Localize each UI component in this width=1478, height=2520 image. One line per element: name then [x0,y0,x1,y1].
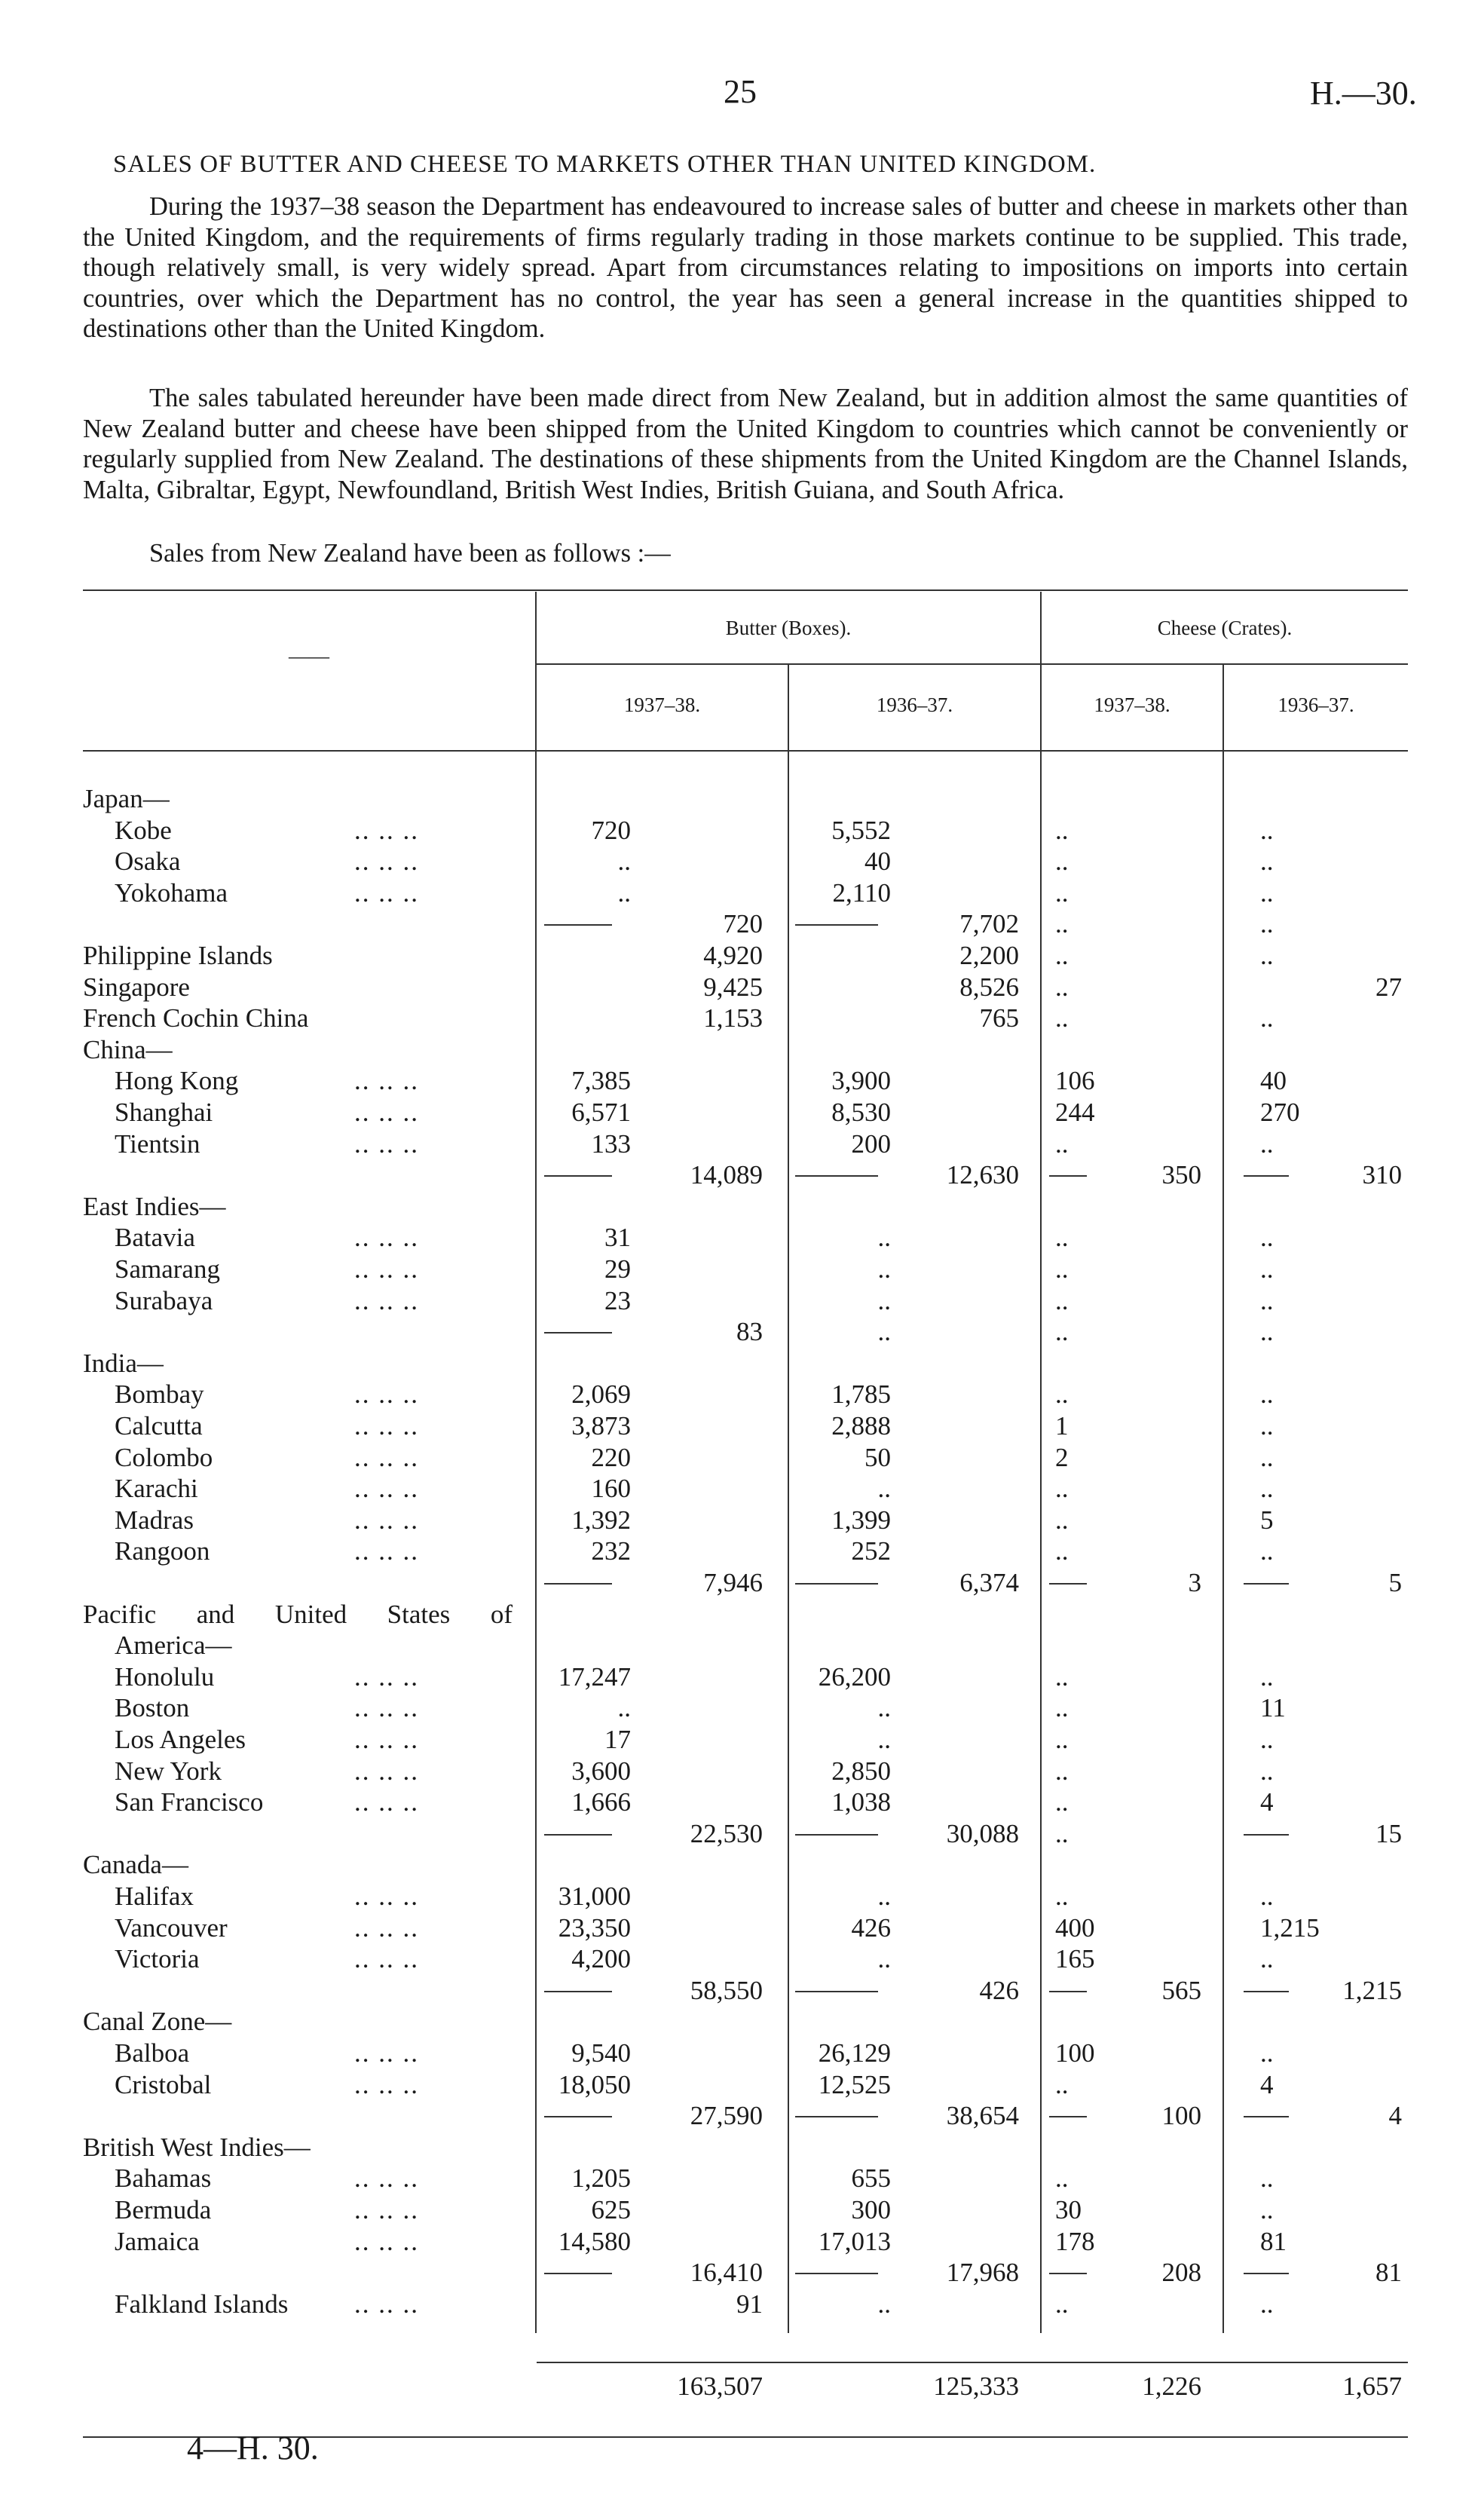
cell-c2: 270 [1260,1098,1300,1127]
subtotal-dash [1244,1175,1289,1177]
cell-c2t: 310 [1362,1160,1402,1190]
subtotal-dash [544,1834,612,1836]
row-label: Boston [115,1693,190,1723]
subtotal-dash [1244,1834,1289,1836]
subtotal-dash [544,924,612,926]
footer-reference: 4—H. 30. [187,2430,319,2466]
cell-b2: 252 [851,1536,891,1566]
row-label: Samarang [115,1254,220,1284]
leader-dots: .. .. .. [354,2195,419,2225]
subtotal-dash [1049,1583,1087,1585]
cell-c2: .. [1260,1725,1274,1754]
cell-b2: 3,900 [831,1066,891,1096]
cell-b2: 2,888 [831,1411,891,1441]
cell-c2: .. [1260,2289,1274,2319]
cell-b1: 29 [604,1254,631,1284]
cell-c1: .. [1055,1756,1069,1786]
subtotal-dash [1049,1991,1087,1992]
row-label: Calcutta [115,1411,203,1441]
row-label: India— [83,1348,164,1378]
subtotal-dash [1244,1583,1289,1585]
paragraph-1: During the 1937–38 season the Department has endeavoured to increase sales of butter and cheese in markets other than the United Kingdom, and the requirements of firms regularly trading in those markets continue to be supplied. This trade, though relatively small, is very widely spread. Apart from circumstances relating to impositions on imports into certain countries, over which the Department has no control, the year has seen a general increase in the quantities shipped to destinations other than the United Kingdom. [83,192,1408,343]
cell-b1: .. [617,877,631,908]
row-label: Hong Kong [115,1066,239,1096]
cell-b2t: 765 [979,1003,1019,1033]
cell-b1: 1,205 [571,2163,631,2194]
cell-b2: .. [877,1254,891,1284]
row-label: Shanghai [115,1098,213,1127]
cell-c2: 5 [1260,1505,1274,1535]
row-label: Bombay [115,1379,204,1410]
leader-dots: .. .. .. [354,1536,419,1566]
cell-c2: 4 [1260,1787,1274,1817]
subtotal-dash [1244,2273,1289,2274]
row-label: East Indies— [83,1191,226,1221]
cell-b2: .. [877,1944,891,1974]
row-label: Bermuda [115,2195,212,2225]
cell-b2: 200 [851,1128,891,1159]
row-label: Colombo [115,1442,213,1472]
cell-b1t: 720 [723,909,763,939]
cell-c1: .. [1055,1725,1069,1754]
paragraph-2: The sales tabulated hereunder have been made direct from New Zealand, but in addition almost the same quantities of New Zealand butter and cheese have been shipped from the United Kingdom to countries which cannot be conveniently or regularly supplied from New Zealand. The destinations of these shipments from the United Kingdom are the Channel Islands, Malta, Gibraltar, Egypt, Newfoundland, British West Indies, British Guiana, and South Africa. [83,384,1408,504]
leader-dots: .. .. .. [354,2163,419,2194]
cell-b2: .. [877,2289,891,2319]
cell-b1: 133 [591,1128,631,1159]
cell-c1: .. [1055,1818,1069,1848]
cell-b1: 232 [591,1536,631,1566]
cell-c1t: 3 [1188,1568,1201,1597]
leader-dots: .. .. .. [354,1505,419,1535]
cell-b1t: 27,590 [690,2101,763,2131]
cell-c1: .. [1055,1003,1069,1033]
cell-b2: 1,399 [831,1505,891,1535]
cell-c2: .. [1260,1128,1274,1159]
leader-dots: .. .. .. [354,1882,419,1911]
cell-b2t: 6,374 [959,1568,1019,1597]
leader-dots: .. .. .. [354,2069,419,2099]
cell-c1: .. [1055,909,1069,939]
cell-c1: .. [1055,1379,1069,1410]
cell-c1t: 565 [1161,1975,1201,2005]
cell-c2: .. [1260,1474,1274,1504]
cell-b2t: 17,968 [946,2258,1019,2288]
cell-c2: .. [1260,1254,1274,1284]
leader-dots: .. .. .. [354,1474,419,1504]
cell-c1: 165 [1055,1944,1095,1974]
cell-b1: 625 [591,2195,631,2225]
cell-b1: 1,666 [571,1787,631,1817]
cell-b2: 26,200 [818,1661,891,1692]
cell-c1: .. [1055,1223,1069,1253]
cell-b1: .. [617,1693,631,1723]
cell-c1: 106 [1055,1066,1095,1096]
leader-dots: .. .. .. [354,1379,419,1410]
cell-b1: 4,200 [571,1944,631,1974]
cell-c1t: 100 [1161,2101,1201,2131]
leader-dots: .. .. .. [354,1661,419,1692]
cell-b2t: 8,526 [959,972,1019,1002]
leader-dots: .. .. .. [354,2226,419,2256]
leader-dots: .. .. .. [354,847,419,877]
leader-dots: .. .. .. [354,1725,419,1754]
cell-b2t: 426 [979,1975,1019,2005]
row-label: Japan— [83,784,170,813]
cell-b1: .. [617,847,631,877]
leader-dots: .. .. .. [354,1787,419,1817]
cell-c1: .. [1055,1787,1069,1817]
row-label: Kobe [115,815,172,845]
cell-c2: .. [1260,1285,1274,1315]
cell-c2: .. [1260,2163,1274,2194]
cell-b1t: 14,089 [690,1160,763,1190]
leader-dots: .. .. .. [354,1944,419,1974]
cell-c2: 40 [1260,1066,1287,1096]
row-label: British West Indies— [83,2132,311,2162]
cell-b2: 426 [851,1912,891,1943]
cell-c2: .. [1260,941,1274,970]
cell-b2: .. [877,1725,891,1754]
row-label: Bahamas [115,2163,212,2194]
row-label: Vancouver [115,1912,228,1943]
cell-c1: .. [1055,1882,1069,1911]
cell-c2: .. [1260,1379,1274,1410]
leader-dots: .. .. .. [354,1098,419,1127]
subtotal-dash [795,1834,878,1836]
subtotal-dash [1244,2116,1289,2117]
cell-b1t: 22,530 [690,1818,763,1848]
cell-b1: 3,873 [571,1411,631,1441]
cell-c2: .. [1260,877,1274,908]
subtotal-dash [544,1583,612,1585]
cell-c1: .. [1055,941,1069,970]
row-label: America— [115,1630,232,1661]
row-label: Philippine Islands [83,941,273,970]
leader-dots: .. .. .. [354,1254,419,1284]
cell-b1t: 9,425 [703,972,763,1002]
butter-1936-header: 1936–37. [876,694,953,716]
cell-b1t: 16,410 [690,2258,763,2288]
totals-rule [537,2362,1408,2363]
row-label: Halifax [115,1882,194,1911]
cell-c1: .. [1055,1505,1069,1535]
subtotal-dash [795,1175,878,1177]
cell-b2: 2,850 [831,1756,891,1786]
leader-dots: .. .. .. [354,1223,419,1253]
leader-dots: .. .. .. [354,1066,419,1096]
cell-b1: 160 [591,1474,631,1504]
cell-c1: .. [1055,1693,1069,1723]
cell-c2t: 15 [1375,1818,1402,1848]
cell-c2: .. [1260,2195,1274,2225]
cell-b1: 2,069 [571,1379,631,1410]
cell-b2: 17,013 [818,2226,891,2256]
table-top-rule [83,589,1408,591]
cheese-1936-header: 1936–37. [1278,694,1354,716]
cell-c2: .. [1260,2038,1274,2068]
row-label: Canada— [83,1850,188,1880]
cell-c2: 1,215 [1260,1912,1320,1943]
cell-b2: 300 [851,2195,891,2225]
cell-b1t: 58,550 [690,1975,763,2005]
cell-c2: 11 [1260,1693,1286,1723]
row-label: Jamaica [115,2226,200,2256]
row-label: Tientsin [115,1128,200,1159]
cell-b1: 23,350 [558,1912,631,1943]
leader-dots: .. .. .. [354,877,419,908]
cell-c1: .. [1055,1317,1069,1347]
cell-c2: .. [1260,1661,1274,1692]
row-label: Osaka [115,847,181,877]
total-butter-1936: 125,333 [933,2371,1019,2401]
total-cheese-1936: 1,657 [1342,2371,1402,2401]
cell-c2: .. [1260,1756,1274,1786]
row-label: Yokohama [115,877,228,908]
cell-b1: 6,571 [571,1098,631,1127]
row-label: Falkland Islands [115,2289,289,2319]
leader-dots: .. .. .. [354,1128,419,1159]
cell-b2t: 7,702 [959,909,1019,939]
cell-b2: .. [877,1223,891,1253]
subtotal-dash [1049,2273,1087,2274]
row-label: Balboa [115,2038,190,2068]
row-label: China— [83,1034,173,1064]
row-label: Karachi [115,1474,198,1504]
total-cheese-1937: 1,226 [1142,2371,1201,2401]
row-label: French Cochin China [83,1003,309,1033]
cell-c1: 178 [1055,2226,1095,2256]
row-label: Pacific and United States of [83,1599,513,1629]
row-label: Surabaya [115,1285,213,1315]
cell-c1: .. [1055,1254,1069,1284]
cell-c1: .. [1055,1128,1069,1159]
row-label: Cristobal [115,2069,212,2099]
subtotal-dash [544,2273,612,2274]
cell-c2: .. [1260,1317,1274,1347]
cell-b1t: 4,920 [703,941,763,970]
subtotal-dash [544,1991,612,1992]
cell-b2: 1,038 [831,1787,891,1817]
cell-c1: .. [1055,815,1069,845]
leader-dots: .. .. .. [354,1693,419,1723]
subtotal-dash [795,1991,878,1992]
cell-c2: .. [1260,1442,1274,1472]
leader-dots: .. .. .. [354,1285,419,1315]
cell-b2: 12,525 [818,2069,891,2099]
cell-c2t: 5 [1388,1568,1402,1597]
row-label: Honolulu [115,1661,215,1692]
cell-c1: 1 [1055,1411,1069,1441]
cell-c1: 100 [1055,2038,1095,2068]
cell-c1: .. [1055,1661,1069,1692]
row-label: Singapore [83,972,190,1002]
paragraph-3: Sales from New Zealand have been as follows :— [149,539,671,568]
subtotal-dash [1049,1175,1087,1177]
row-label: Canal Zone— [83,2007,232,2037]
cell-c2: .. [1260,1944,1274,1974]
cell-c1: .. [1055,2163,1069,2194]
cell-b2: 2,110 [832,877,891,908]
cell-c2t: 4 [1388,2101,1402,2131]
cell-b1: 14,580 [558,2226,631,2256]
cell-c2t: 81 [1375,2258,1402,2288]
group-header-rule [537,663,1408,665]
cell-c2t: 27 [1375,972,1402,1002]
cell-b2t: 30,088 [946,1818,1019,1848]
subtotal-dash [544,2116,612,2117]
cell-c2: .. [1260,1411,1274,1441]
cell-c2t: 1,215 [1342,1975,1402,2005]
cell-b1: 17,247 [558,1661,631,1692]
leader-dots: .. .. .. [354,1442,419,1472]
cell-b2t: 12,630 [946,1160,1019,1190]
cell-c1: .. [1055,972,1069,1002]
subtotal-dash [795,2116,878,2117]
cell-b1: 31,000 [558,1882,631,1911]
row-label: Batavia [115,1223,195,1253]
cell-c1: .. [1055,1536,1069,1566]
row-label: Madras [115,1505,194,1535]
cell-c1: 244 [1055,1098,1095,1127]
cell-b2: .. [877,1285,891,1315]
row-label: Victoria [115,1944,200,1974]
cell-c2: .. [1260,909,1274,939]
cell-b2: .. [877,1317,891,1347]
leader-dots: .. .. .. [354,1912,419,1943]
cell-b2: 40 [864,847,891,877]
cell-b1t: 83 [736,1317,763,1347]
cell-c1t: 350 [1161,1160,1201,1190]
cell-b1: 23 [604,1285,631,1315]
leader-dots: .. .. .. [354,1756,419,1786]
leader-dots: .. .. .. [354,1411,419,1441]
cell-c2: .. [1260,1003,1274,1033]
cell-b2: 5,552 [831,815,891,845]
butter-cheese-divider [1040,592,1042,2333]
cell-c2: .. [1260,1223,1274,1253]
page-number: 25 [724,73,757,110]
cell-b1: 220 [591,1442,631,1472]
cell-b2: 8,530 [831,1098,891,1127]
cell-c2: 4 [1260,2069,1274,2099]
cell-c1: 400 [1055,1912,1095,1943]
cell-c2: .. [1260,815,1274,845]
cell-c1: 30 [1055,2195,1082,2225]
row-label: Los Angeles [115,1725,246,1754]
cell-c1t: 208 [1161,2258,1201,2288]
cheese-header: Cheese (Crates). [1157,617,1293,639]
row-label: San Francisco [115,1787,264,1817]
cell-b1: 17 [604,1725,631,1754]
total-butter-1937: 163,507 [677,2371,763,2401]
cell-c1: .. [1055,2289,1069,2319]
cell-b1t: 1,153 [703,1003,763,1033]
cell-b1: 7,385 [571,1066,631,1096]
section-heading: SALES OF BUTTER AND CHEESE TO MARKETS OTHER THAN UNITED KINGDOM. [113,151,1097,178]
subtotal-dash [795,1583,878,1585]
cell-c1: .. [1055,1474,1069,1504]
butter-header: Butter (Boxes). [725,617,852,639]
cheese-year-divider [1222,665,1224,2333]
cell-c1: 2 [1055,1442,1069,1472]
cell-b2t: 2,200 [959,941,1019,970]
subtotal-dash [544,1332,612,1333]
cell-b1: 720 [591,815,631,845]
cell-b1: 3,600 [571,1756,631,1786]
page-reference: H.—30. [1310,75,1417,112]
cell-c2: .. [1260,1882,1274,1911]
subtotal-dash [795,2273,878,2274]
subtotal-dash [1049,2116,1087,2117]
cell-b2: .. [877,1474,891,1504]
row-label: New York [115,1756,222,1786]
header-bottom-rule [83,750,1408,752]
cell-b1: 9,540 [571,2038,631,2068]
cell-b2: 1,785 [831,1379,891,1410]
cell-c1: .. [1055,2069,1069,2099]
cell-c2: .. [1260,1536,1274,1566]
cell-c1: .. [1055,847,1069,877]
cell-b1: 18,050 [558,2069,631,2099]
cell-b2: 655 [851,2163,891,2194]
subtotal-dash [544,1175,612,1177]
subtotal-dash [1244,1991,1289,1992]
cell-c2: .. [1260,847,1274,877]
cheese-1937-header: 1937–38. [1094,694,1170,716]
leader-dots: .. .. .. [354,2289,419,2319]
cell-b2: 26,129 [818,2038,891,2068]
cell-b2: 50 [864,1442,891,1472]
cell-b2t: 38,654 [946,2101,1019,2131]
cell-b1t: 7,946 [703,1568,763,1597]
cell-c1: .. [1055,877,1069,908]
cell-b1: 31 [604,1223,631,1253]
cell-b1: 1,392 [571,1505,631,1535]
subtotal-dash [795,924,878,926]
stub-header: —— [289,645,329,667]
row-label: Rangoon [115,1536,210,1566]
cell-c1: .. [1055,1285,1069,1315]
leader-dots: .. .. .. [354,2038,419,2068]
cell-b1t: 91 [736,2289,763,2319]
leader-dots: .. .. .. [354,815,419,845]
butter-1937-header: 1937–38. [623,694,701,716]
cell-c2: 81 [1260,2226,1287,2256]
cell-b2: .. [877,1693,891,1723]
cell-b2: .. [877,1882,891,1911]
